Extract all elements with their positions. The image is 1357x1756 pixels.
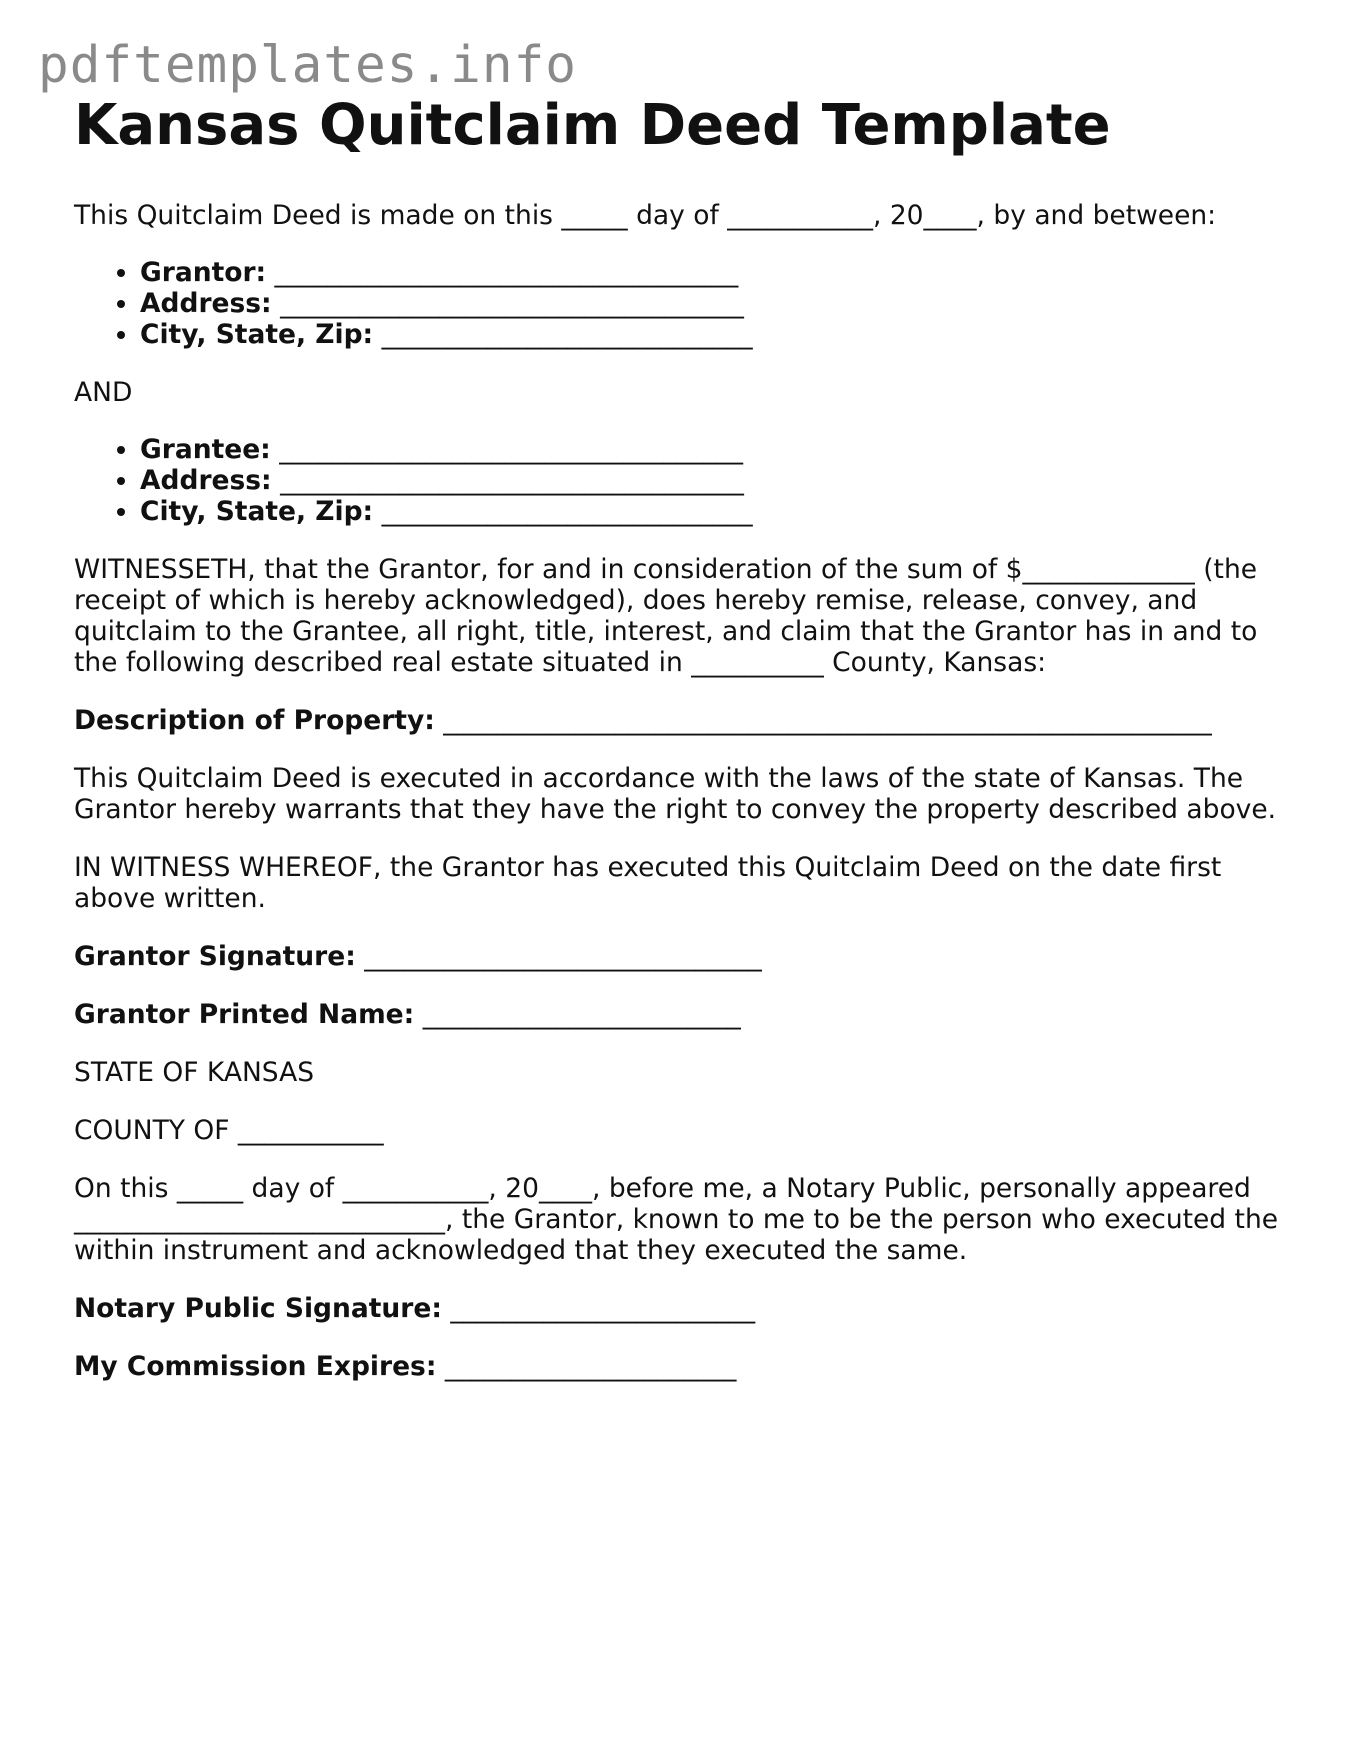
grantor-address-field	[140, 288, 1294, 319]
field-blank: ______________________________	[364, 941, 762, 973]
field-label: Grantee:	[140, 434, 271, 466]
field-blank: ___________________________________	[280, 288, 744, 320]
in-witness-paragraph: IN WITNESS WHEREOF, the Grantor has executed this Quitclaim Deed on the date first above written.	[74, 852, 1222, 915]
grantor-signature-line	[74, 941, 1294, 972]
field-label: Address:	[140, 465, 272, 497]
and-separator: AND	[74, 377, 133, 409]
field-blank: ________________________	[422, 999, 741, 1031]
field-blank: ___________________________________	[274, 257, 739, 289]
grantor-field	[140, 257, 1294, 288]
field-label: Grantor Printed Name:	[74, 999, 415, 1031]
property-description-line	[74, 705, 1294, 736]
field-blank: ____________________________	[381, 496, 753, 528]
field-blank: ______________________	[444, 1351, 737, 1383]
grantor-fields-list	[74, 257, 1294, 350]
county-line: COUNTY OF ___________	[74, 1115, 384, 1147]
notary-paragraph: On this _____ day of ___________, 20____, before me, a Notary Public, personally appeared ____________________________, the Grantor, known to me to be the person who executed the within instrument and acknowledged that they executed the same.	[74, 1173, 1279, 1267]
field-label: My Commission Expires:	[74, 1351, 437, 1383]
document-title: Kansas Quitclaim Deed Template	[74, 93, 1111, 158]
field-label: Grantor:	[140, 257, 267, 289]
grantee-fields-list	[74, 434, 1294, 527]
field-label: Grantor Signature:	[74, 941, 356, 973]
notary-signature-line	[74, 1293, 1294, 1324]
document-body	[74, 94, 1294, 1382]
witnesseth-paragraph: WITNESSETH, that the Grantor, for and in consideration of the sum of $_____________ (the receipt of which is hereby acknowledged), does hereby remise, release, convey, and quitclaim to the Grantee, all right, title, interest, and claim that the Grantor has in and to the following described real estate situated in __________ County, Kansas:	[74, 554, 1258, 679]
grantor-city-state-zip-field	[140, 319, 1294, 350]
intro-paragraph: This Quitclaim Deed is made on this _____ day of ___________, 20____, by and between:	[74, 200, 1217, 232]
field-label: Description of Property:	[74, 705, 435, 737]
field-label: Address:	[140, 288, 272, 320]
field-blank: ____________________________	[381, 319, 753, 351]
field-blank: _______________________	[450, 1293, 756, 1325]
state-line: STATE OF KANSAS	[74, 1057, 315, 1089]
field-blank: __________________________________________________________	[443, 705, 1212, 737]
watermark: pdftemplates.info	[38, 36, 577, 95]
commission-expires-line	[74, 1351, 1294, 1382]
field-blank: ___________________________________	[279, 434, 743, 466]
grantee-field	[140, 434, 1294, 465]
grantee-address-field	[140, 465, 1294, 496]
field-label: City, State, Zip:	[140, 496, 374, 528]
grantor-printed-name-line	[74, 999, 1294, 1030]
grantee-city-state-zip-field	[140, 496, 1294, 527]
field-label: Notary Public Signature:	[74, 1293, 442, 1325]
laws-paragraph: This Quitclaim Deed is executed in accordance with the laws of the state of Kansas. The Grantor hereby warrants that they have the right to convey the property described above.	[74, 763, 1277, 826]
field-blank: ___________________________________	[280, 465, 744, 497]
field-label: City, State, Zip:	[140, 319, 374, 351]
